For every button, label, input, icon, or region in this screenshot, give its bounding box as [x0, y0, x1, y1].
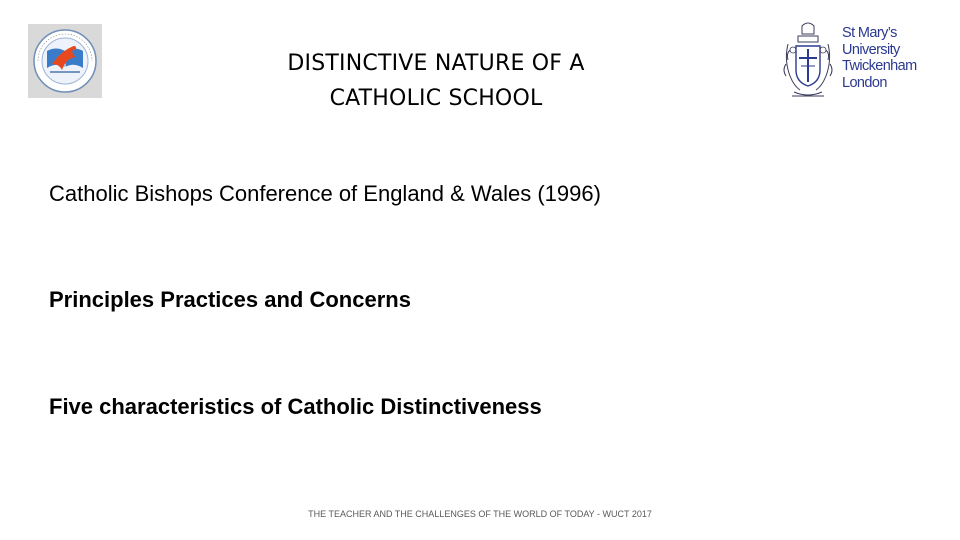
st-marys-crest-icon — [780, 20, 836, 102]
slide-footer: THE TEACHER AND THE CHALLENGES OF THE WORLD OF TODAY - WUCT 2017 — [308, 509, 652, 519]
st-marys-logo — [780, 20, 940, 102]
title-line-1: DISTINCTIVE NATURE OF A — [287, 51, 585, 76]
body-line-principles: Principles Practices and Concerns — [49, 287, 411, 312]
wuct-logo — [28, 24, 102, 98]
wuct-emblem-icon — [28, 24, 102, 98]
slide-title — [206, 46, 666, 116]
wordmark-line-3: Twickenham — [842, 58, 917, 74]
body-line-source: Catholic Bishops Conference of England & Wales (1996) — [49, 181, 601, 206]
wordmark-line-2: University — [842, 41, 900, 58]
wordmark-line-1: St Mary’s — [842, 25, 897, 41]
university-wordmark — [842, 25, 917, 91]
wordmark-line-4: London — [842, 74, 887, 91]
body-line-characteristics: Five characteristics of Catholic Distinctiveness — [49, 394, 542, 419]
title-line-2: CATHOLIC SCHOOL — [329, 86, 543, 111]
